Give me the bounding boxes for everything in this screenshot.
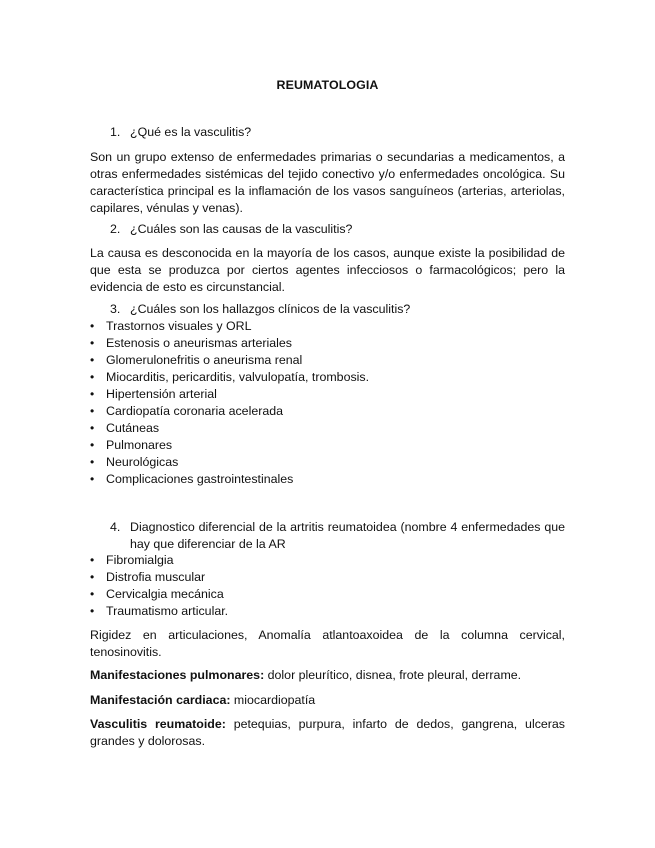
bullet-marker: • (90, 421, 95, 435)
list-item: • Miocarditis, pericarditis, valvulopatía, trombosis. (90, 370, 370, 384)
rheumatoid-vasculitis: Vasculitis reumatoide: petequias, purpura, infarto de dedos, gangrena, ulceras grandes y dolorosas. (90, 717, 565, 748)
label: Vasculitis reumatoide: (90, 717, 226, 731)
clinical-findings-list (90, 318, 565, 488)
question-number: 4. (110, 520, 121, 534)
list-item: • Fibromialgia (90, 553, 174, 567)
question-2 (110, 221, 565, 238)
bullet-marker: • (90, 319, 95, 333)
list-item: • Cutáneas (90, 421, 160, 435)
question-text: ¿Cuáles son los hallazgos clínicos de la vasculitis? (130, 302, 411, 316)
question-4 (110, 519, 565, 553)
cardiac-manifestation: Manifestación cardiaca: miocardiopatía (90, 693, 316, 707)
pulmonary-manifestations: Manifestaciones pulmonares: dolor pleurítico, disnea, frote pleural, derrame. (90, 668, 522, 682)
question-3 (110, 301, 565, 318)
bullet-marker: • (90, 438, 95, 452)
answer-paragraph-1: Son un grupo extenso de enfermedades primarias o secundarias a medicamentos, a otras enfermedades sistémicas del tejido conectivo y/o enfermedades oncológica. Su característica principal es la inflamación de los vasos sanguíneos (arterias, arteriolas, capilares, vénulas y venas). (90, 150, 565, 215)
list-item: • Cervicalgia mecánica (90, 587, 224, 601)
page-title: REUMATOLOGIA (276, 78, 379, 92)
question-text: ¿Cuáles son las causas de la vasculitis? (130, 222, 353, 236)
bullet-marker: • (90, 387, 95, 401)
label: Manifestaciones pulmonares: (90, 668, 265, 682)
label: Manifestación cardiaca: (90, 693, 231, 707)
bullet-marker: • (90, 472, 95, 486)
list-item: • Estenosis o aneurismas arteriales (90, 336, 292, 350)
bullet-marker: • (90, 336, 95, 350)
list-item: • Hipertensión arterial (90, 387, 217, 401)
list-item: • Neurológicas (90, 455, 179, 469)
bullet-marker: • (90, 353, 95, 367)
list-item: • Pulmonares (90, 438, 173, 452)
bullet-marker: • (90, 570, 95, 584)
bullet-marker: • (90, 604, 95, 618)
bullet-marker: • (90, 587, 95, 601)
question-text: ¿Qué es la vasculitis? (130, 125, 252, 139)
list-item: • Trastornos visuales y ORL (90, 319, 252, 333)
bullet-marker: • (90, 404, 95, 418)
bullet-marker: • (90, 455, 95, 469)
bullet-marker: • (90, 370, 95, 384)
paragraph-rigidity: Rigidez en articulaciones, Anomalía atlantoaxoidea de la columna cervical, tenosinovitis. (90, 628, 565, 659)
question-number: 1. (110, 125, 121, 139)
answer-paragraph-2: La causa es desconocida en la mayoría de los casos, aunque existe la posibilidad de que esta se produzca por ciertos agentes infecciosos o farmacológicos; pero la evidencia de esto es circunstancial. (90, 246, 565, 294)
bullet-marker: • (90, 553, 95, 567)
question-1 (110, 124, 565, 141)
question-text: Diagnostico diferencial de la artritis reumatoidea (nombre 4 enfermedades que hay que diferenciar de la AR (130, 520, 565, 551)
list-item: • Glomerulonefritis o aneurisma renal (90, 353, 303, 367)
question-number: 2. (110, 222, 121, 236)
list-item: • Distrofia muscular (90, 570, 206, 584)
list-item: • Cardiopatía coronaria acelerada (90, 404, 284, 418)
differential-diagnosis-list (90, 552, 565, 620)
list-item: • Traumatismo articular. (90, 604, 229, 618)
question-number: 3. (110, 302, 121, 316)
list-item: • Complicaciones gastrointestinales (90, 472, 294, 486)
